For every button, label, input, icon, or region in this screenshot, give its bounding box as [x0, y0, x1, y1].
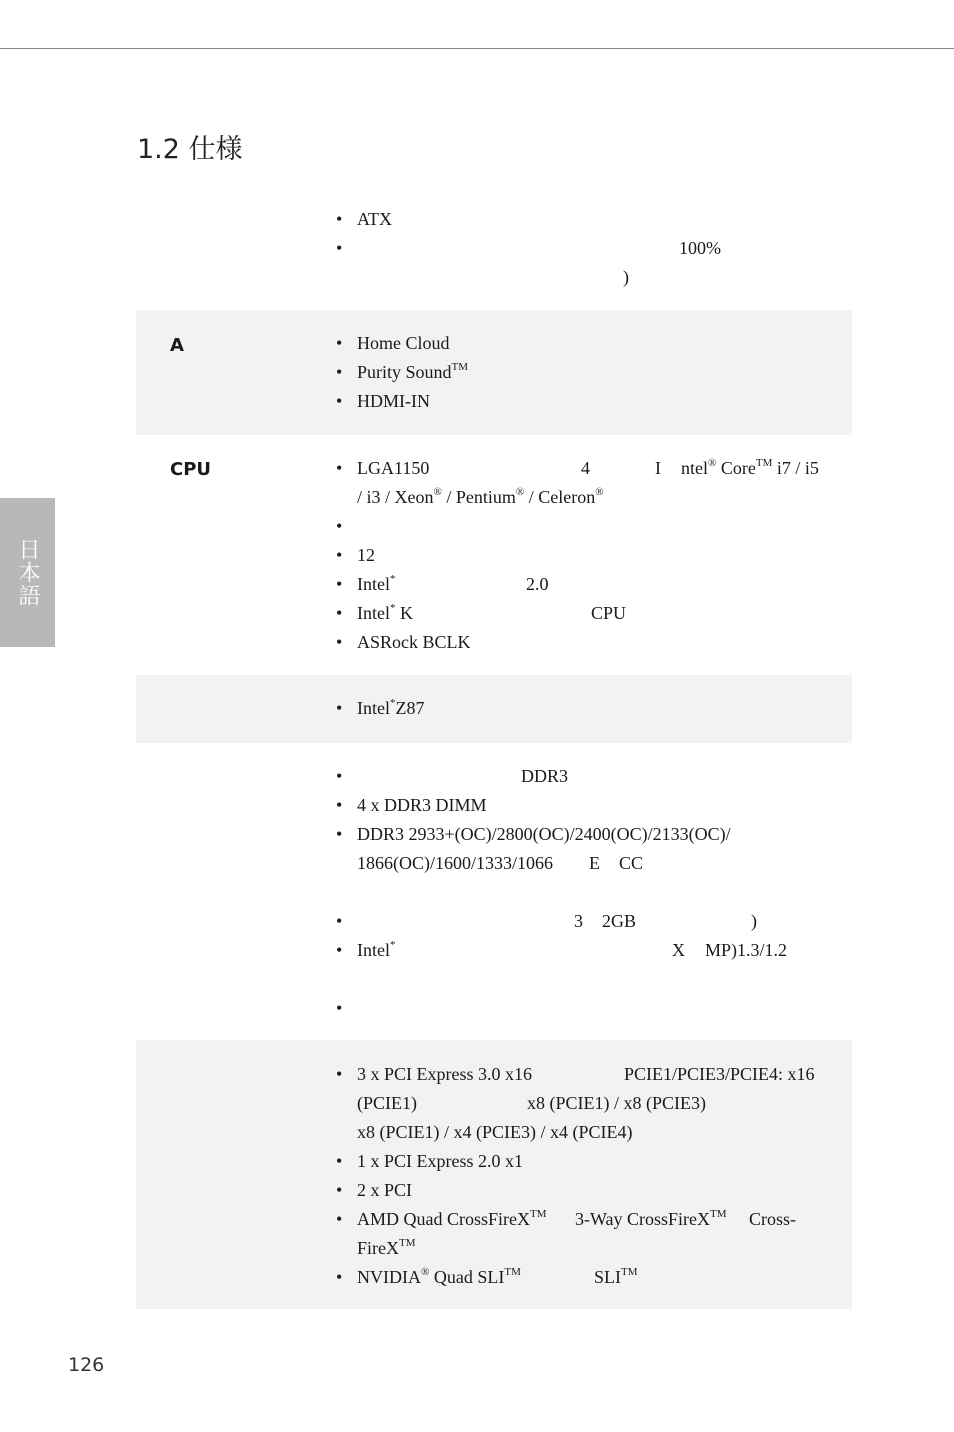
platform-section	[336, 205, 836, 292]
header-rule	[0, 48, 954, 49]
list-item: • HDMI-IN	[336, 387, 836, 416]
list-item: • ASRock BCLK	[336, 628, 836, 657]
list-item: • Purity Sound™	[336, 358, 836, 387]
list-item-continuation: 1866(OC)/1600/1333/1066 E CC	[357, 853, 644, 873]
language-side-tab	[0, 498, 55, 647]
list-item: • Intel* K CPU	[336, 599, 836, 628]
unique-feature-label: A	[170, 335, 184, 356]
list-item: • 1 x PCI Express 2.0 x1	[336, 1147, 846, 1176]
list-item	[336, 994, 836, 1023]
language-tab-label: 日本語	[15, 538, 40, 607]
page-number: 126	[68, 1354, 105, 1376]
list-item: • DDR3	[336, 762, 836, 791]
memory-section	[336, 762, 836, 1023]
list-item: • Home Cloud	[336, 329, 836, 358]
list-item: • LGA1150 4 I ntel® Core™ i7 / i5	[336, 454, 836, 483]
list-item-continuation: )	[623, 267, 629, 287]
list-item-continuation: (PCIE1) x8 (PCIE1) / x8 (PCIE3)	[357, 1093, 706, 1113]
list-item: • Intel* X MP)1.3/1.2	[336, 936, 836, 965]
section-title: 1.2 仕様	[137, 134, 243, 165]
list-item: • 12	[336, 541, 836, 570]
list-item: • 100%	[336, 234, 836, 263]
list-item-continuation: / i3 / Xeon® / Pentium® / Celeron®	[357, 486, 604, 507]
expansion-section	[336, 1060, 846, 1292]
list-item: • DDR3 2933+(OC)/2800(OC)/2400(OC)/2133(OC)/	[336, 820, 836, 849]
list-item: • 4 x DDR3 DIMM	[336, 791, 836, 820]
list-item: • 2 x PCI	[336, 1176, 846, 1205]
list-item-continuation: FireX™	[357, 1237, 416, 1258]
list-item: • NVIDIA® Quad SLI™ SLI™	[336, 1263, 846, 1292]
list-item: • 3 x PCI Express 3.0 x16 PCIE1/PCIE3/PCIE4: x16	[336, 1060, 846, 1089]
list-item: • ATX	[336, 205, 836, 234]
list-item: • 3 2GB )	[336, 907, 836, 936]
cpu-section	[336, 454, 836, 657]
list-item: • Intel*Z87	[336, 694, 836, 723]
chipset-section	[336, 694, 836, 723]
list-item: • AMD Quad CrossFireX™ 3-Way CrossFireX™ Cross-	[336, 1205, 846, 1234]
cpu-label: CPU	[170, 459, 212, 480]
list-item	[336, 512, 836, 541]
unique-feature-section	[336, 329, 836, 416]
list-item-continuation: x8 (PCIE1) / x4 (PCIE3) / x4 (PCIE4)	[357, 1122, 633, 1142]
list-item: • Intel* 2.0	[336, 570, 836, 599]
